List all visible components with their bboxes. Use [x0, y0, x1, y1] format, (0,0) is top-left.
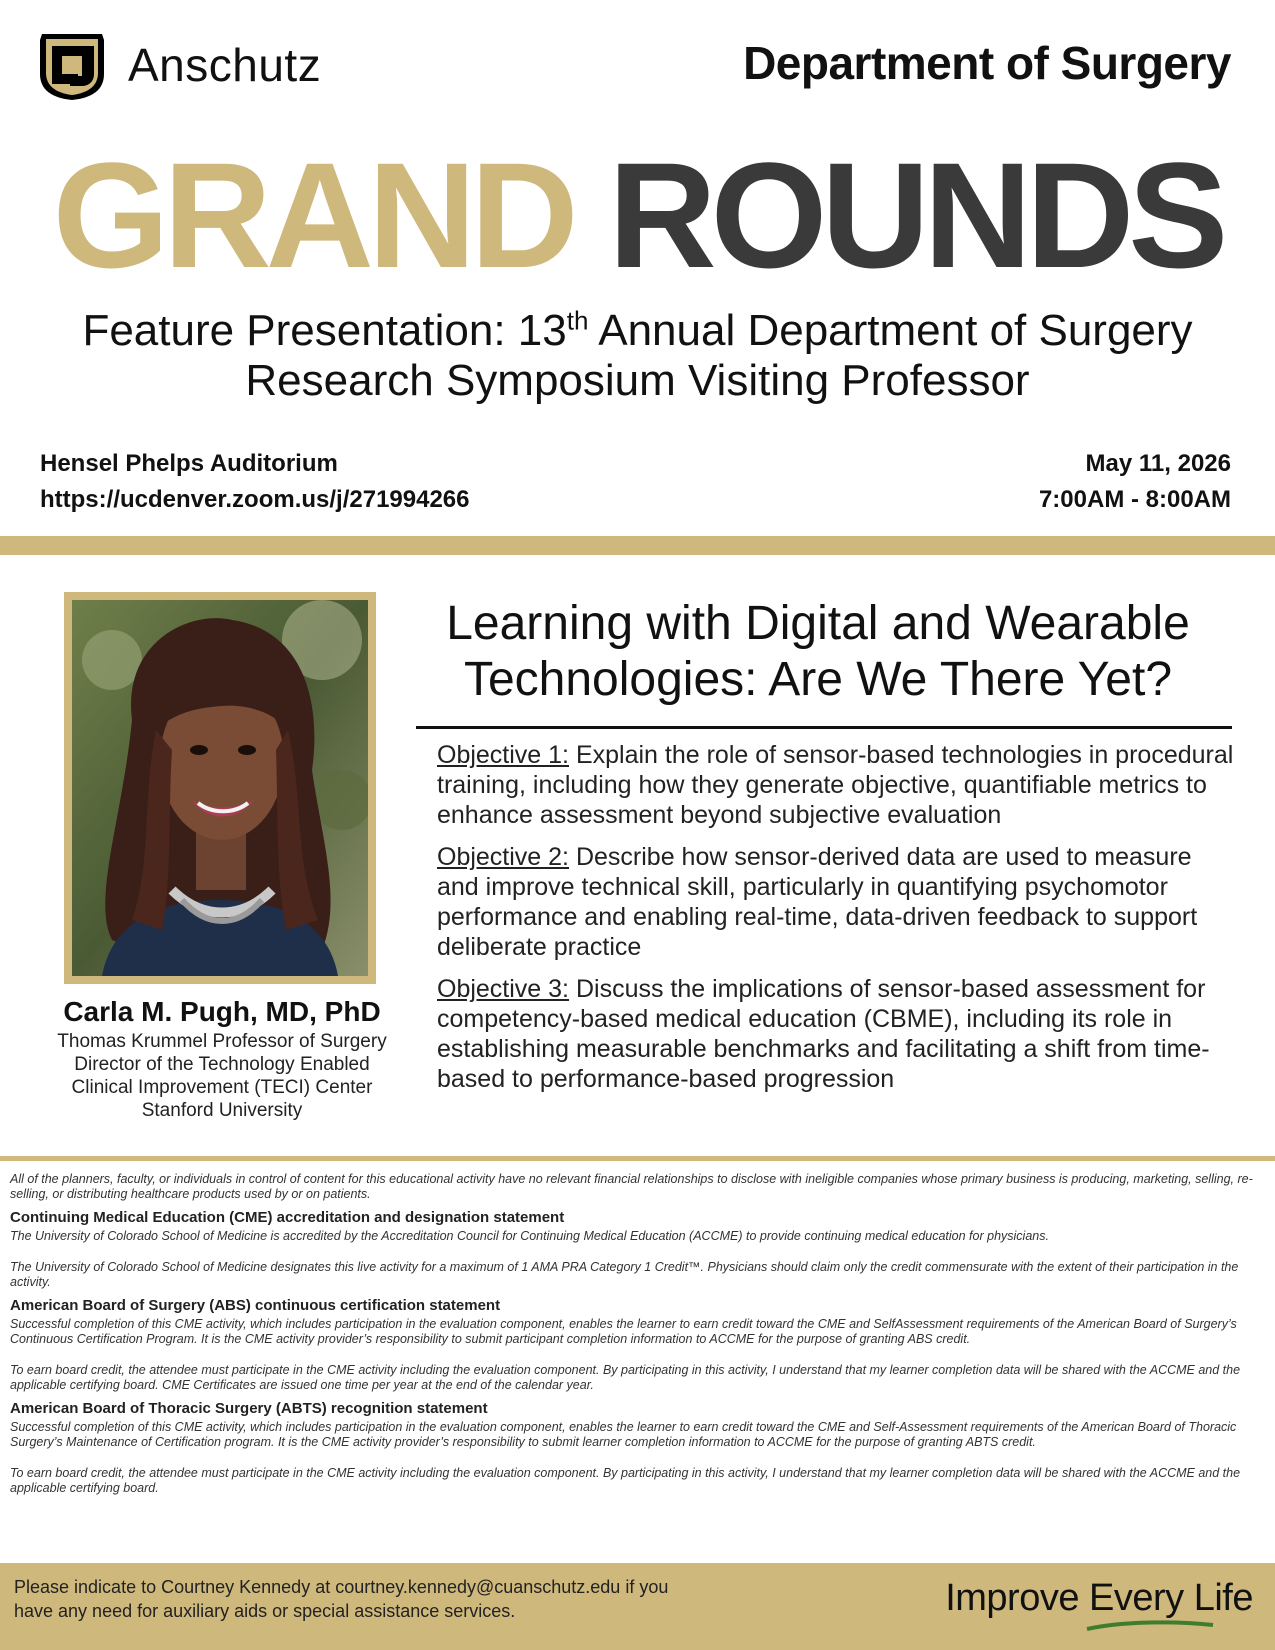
objective-item	[437, 974, 1237, 1094]
disclosure-intro: All of the planners, faculty, or individuals in control of content for this educational activity have no relevant financial relationships to disclose with ineligible companies whose primary business is producing, marketing, selling, re-selling, or distributing healthcare products used by or on patients.	[10, 1172, 1253, 1201]
cme-paragraph-2: The University of Colorado School of Medicine designates this live activity for a maximum of 1 AMA PRA Category 1 Credit™. Physicians should claim only the credit commensurate with the extent of their participation in the activity.	[10, 1260, 1239, 1289]
speaker-title-3: Clinical Improvement (TECI) Center	[71, 1077, 373, 1098]
objective-item	[437, 740, 1237, 830]
rounds-word: ROUNDS	[608, 131, 1223, 299]
speaker-affiliation: Stanford University	[141, 1100, 303, 1121]
cme-heading: Continuing Medical Education (CME) accreditation and designation statement	[10, 1209, 565, 1226]
abs-paragraph-1: Successful completion of this CME activity, which includes participation in the evaluation component, enables the learner to earn credit toward the CME and SelfAssessment requirements of the American Board of Surgery’s Continuous Certification Program. It is the CME activity provider’s responsibility to submit participant completion information to ACCME for the purpose of granting ABS credit.	[10, 1317, 1237, 1346]
zoom-link[interactable]: https://ucdenver.zoom.us/j/271994266	[40, 486, 470, 513]
event-time: 7:00AM - 8:00AM	[1038, 486, 1231, 513]
abts-paragraph-1: Successful completion of this CME activity, which includes participation in the evaluation component, enables the learner to earn credit toward the CME and Self-Assessment requirements of the American Board of Thoracic Surgery’s Maintenance of Certification program. It is the CME activity provider’s responsibility to submit learner completion information to ACCME for the purpose of granting ABTS credit.	[10, 1420, 1237, 1449]
objective-label: Objective 2:	[437, 843, 570, 871]
gold-divider	[0, 536, 1275, 555]
cme-paragraph-1: The University of Colorado School of Medicine is accredited by the Accreditation Council for Continuing Medical Education (ACCME) to provide continuing medical education for physicians.	[10, 1229, 1049, 1243]
brand-name: Anschutz	[128, 39, 322, 91]
footer-band	[0, 1563, 1275, 1650]
speaker-photo	[72, 600, 368, 976]
objective-label: Objective 3:	[437, 975, 570, 1003]
objective-item	[437, 842, 1237, 962]
gold-rule	[0, 1156, 1275, 1161]
accreditation-fine-print	[10, 1172, 1260, 1496]
speaker-photo-frame	[64, 592, 376, 984]
accessibility-note	[14, 1575, 668, 1623]
event-date: May 11, 2026	[1085, 450, 1231, 477]
note-line-2: have any need for auxiliary aids or special assistance services.	[14, 1601, 516, 1621]
department-title: Department of Surgery	[743, 37, 1231, 89]
feature-presentation	[0, 306, 1275, 406]
note-line-1: Please indicate to Courtney Kennedy at courtney.kennedy@cuanschutz.edu if you	[14, 1577, 669, 1597]
objective-label: Objective 1:	[437, 741, 570, 769]
talk-title-line-1: Learning with Digital and Wearable	[446, 597, 1190, 650]
talk-title	[408, 596, 1228, 708]
speaker-title-1: Thomas Krummel Professor of Surgery	[57, 1031, 387, 1052]
cu-logo	[36, 30, 108, 102]
event-venue	[40, 446, 470, 518]
abts-heading: American Board of Thoracic Surgery (ABTS) recognition statement	[10, 1400, 488, 1417]
location: Hensel Phelps Auditorium	[40, 450, 338, 477]
speaker-name: Carla M. Pugh, MD, PhD	[63, 996, 381, 1027]
feature-line-2: Research Symposium Visiting Professor	[245, 356, 1030, 405]
slogan-underline-swoosh	[1085, 1619, 1215, 1631]
objective-text: Describe how sensor-derived data are used to measure and improve technical skill, particularly in quantifying psychomotor performance and enabling real-time, data-driven feedback to support deliberate practice	[437, 843, 1198, 961]
objective-text: Explain the role of sensor-based technologies in procedural training, including how they generate objective, quantifiable metrics to enhance assessment beyond subjective evaluation	[437, 741, 1234, 829]
grand-word: GRAND	[52, 131, 573, 299]
speaker-title-2: Director of the Technology Enabled	[74, 1054, 370, 1075]
title-rule	[416, 726, 1232, 729]
abts-paragraph-2: To earn board credit, the attendee must participate in the CME activity including the evaluation component. By participating in this activity, I understand that my learner completion data will be shared with the ACCME and the applicable certifying board.	[10, 1466, 1241, 1495]
feature-line-1	[0, 306, 1275, 356]
abs-heading: American Board of Surgery (ABS) continuous certification statement	[10, 1297, 501, 1314]
abs-paragraph-2: To earn board credit, the attendee must participate in the CME activity including the evaluation component. By participating in this activity, I understand that my learner completion data will be shared with the ACCME and the applicable certifying board. CME Certificates are issued one time per year at the end of the calendar year.	[10, 1363, 1241, 1392]
feature-prefix: Feature Presentation: 13	[82, 306, 567, 355]
talk-title-line-2: Technologies: Are We There Yet?	[463, 653, 1173, 706]
event-when	[1039, 446, 1231, 518]
feature-suffix: Annual Department of Surgery	[588, 306, 1193, 355]
slogan: Improve Every Life	[945, 1577, 1253, 1619]
grand-rounds-heading	[0, 131, 1275, 299]
objectives-list	[437, 740, 1237, 1106]
objective-text: Discuss the implications of sensor-based assessment for competency-based medical education (CBME), including its role in establishing measurable benchmarks and facilitating a shift from time-based to performance-based progression	[437, 975, 1210, 1093]
feature-sup: th	[566, 305, 589, 336]
speaker-info	[36, 994, 408, 1122]
